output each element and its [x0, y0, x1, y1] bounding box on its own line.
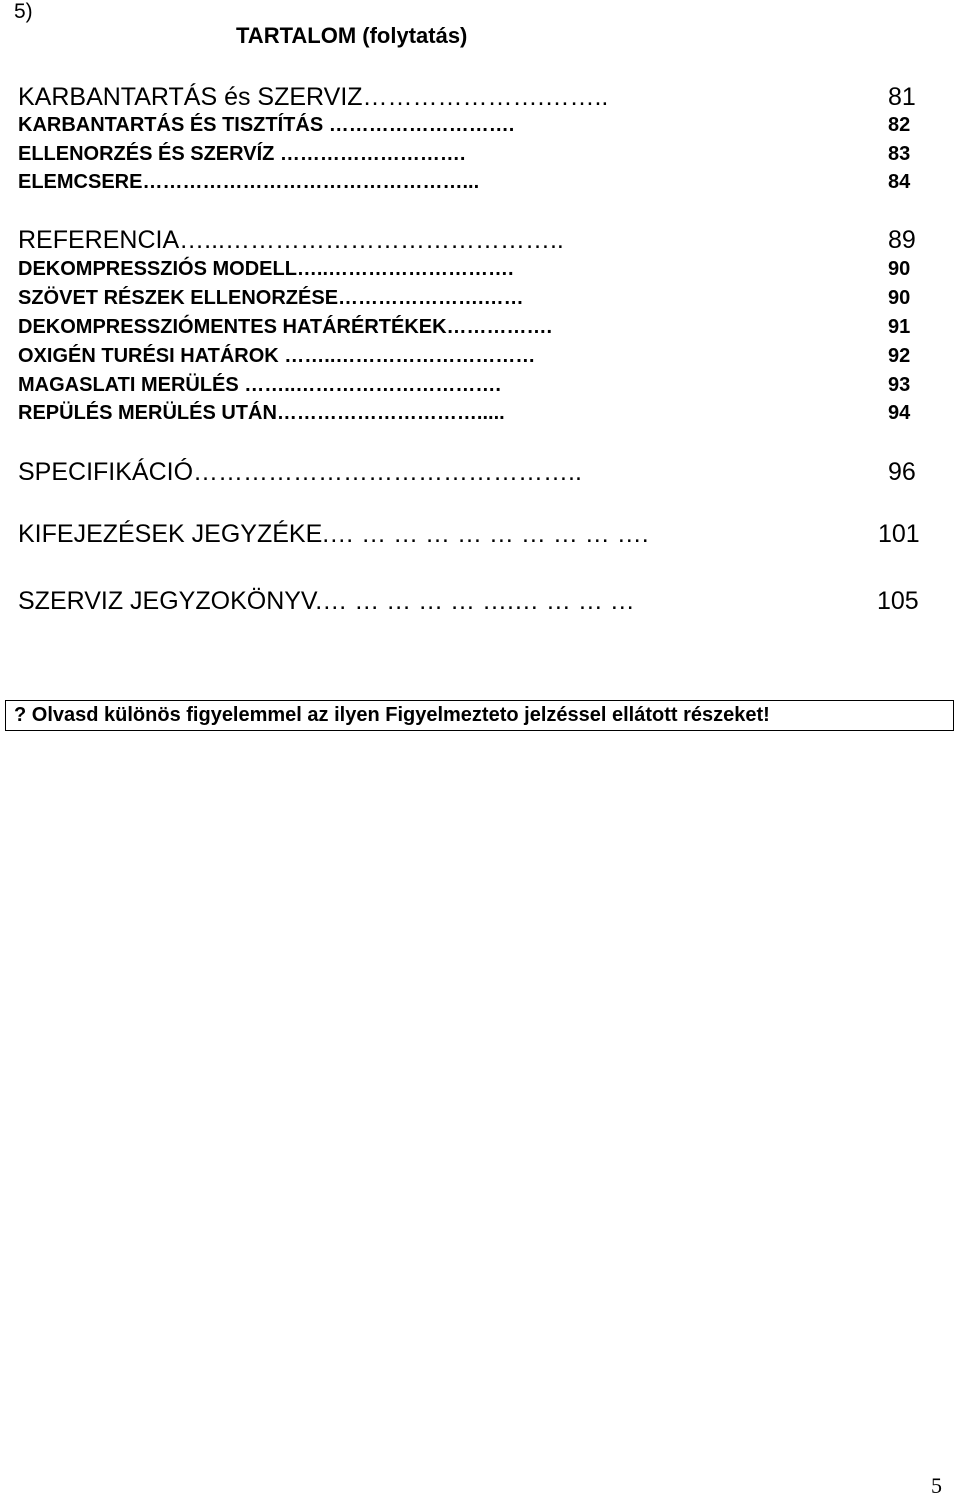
- footer-page-number: 5: [931, 1473, 942, 1498]
- toc-entry-elemcsere: ELEMCSERE…………………………………………...: [18, 171, 480, 193]
- toc-entry-oxigen-turesi-hatarok: OXIGÉN TURÉSI HATÁROK ……..…………………………: [18, 345, 536, 367]
- toc-entry-szovet-reszek: SZÖVET RÉSZEK ELLENORZÉSE………………….……: [18, 287, 524, 309]
- toc-page-number: 89: [888, 226, 916, 254]
- warning-notice-box: ? Olvasd különös figyelemmel az ilyen Figyelmezteto jelzéssel ellátott részeket!: [5, 700, 954, 731]
- page-title: TARTALOM (folytatás): [236, 23, 468, 48]
- toc-page-number: 91: [888, 316, 911, 338]
- toc-page-number: 81: [888, 83, 916, 111]
- toc-page-number: 83: [888, 143, 911, 165]
- toc-entry-szerviz-jegyzokonyv: SZERVIZ JEGYZOKÖNYV.… … … … … ….… … … …: [18, 587, 635, 615]
- toc-page-number: 93: [888, 374, 911, 396]
- toc-page-number: 105: [877, 587, 919, 615]
- toc-page-number: 96: [888, 458, 916, 486]
- toc-page-number: 101: [878, 520, 920, 548]
- toc-entry-kifejezesek-jegyzeke: KIFEJEZÉSEK JEGYZÉKE.… … … … … … … … … ….: [18, 520, 649, 548]
- toc-entry-repules-merules-utan: REPÜLÉS MERÜLÉS UTÁN………………………….....: [18, 402, 505, 424]
- toc-page-number: 90: [888, 287, 911, 309]
- toc-entry-referencia: REFERENCIA…...…………………………………..: [18, 226, 564, 254]
- page-marker: 5): [14, 0, 33, 23]
- toc-page-number: 84: [888, 171, 911, 193]
- toc-page-number: 94: [888, 402, 911, 424]
- toc-page-number: 82: [888, 114, 911, 136]
- toc-entry-magaslati-merules: MAGASLATI MERÜLÉS ……..………………………….: [18, 374, 501, 396]
- toc-page-number: 90: [888, 258, 911, 280]
- toc-entry-specifikacio: SPECIFIKÁCIÓ………………………………………..: [18, 458, 582, 486]
- toc-entry-karbantartas-es-szerviz: KARBANTARTÁS és SZERVIZ………………….……..: [18, 83, 609, 111]
- toc-entry-dekompresszios-modell: DEKOMPRESSZIÓS MODELL…..……………………….: [18, 258, 514, 280]
- toc-entry-ellenorzes-es-szerviz: ELLENORZÉS ÉS SZERVÍZ ……………………….: [18, 143, 466, 165]
- toc-entry-karbantartas-es-tisztitas: KARBANTARTÁS ÉS TISZTÍTÁS ……………………….: [18, 114, 515, 136]
- toc-page-number: 92: [888, 345, 911, 367]
- toc-entry-dekompressziomentes-hatarertekek: DEKOMPRESSZIÓMENTES HATÁRÉRTÉKEK…………….: [18, 316, 553, 338]
